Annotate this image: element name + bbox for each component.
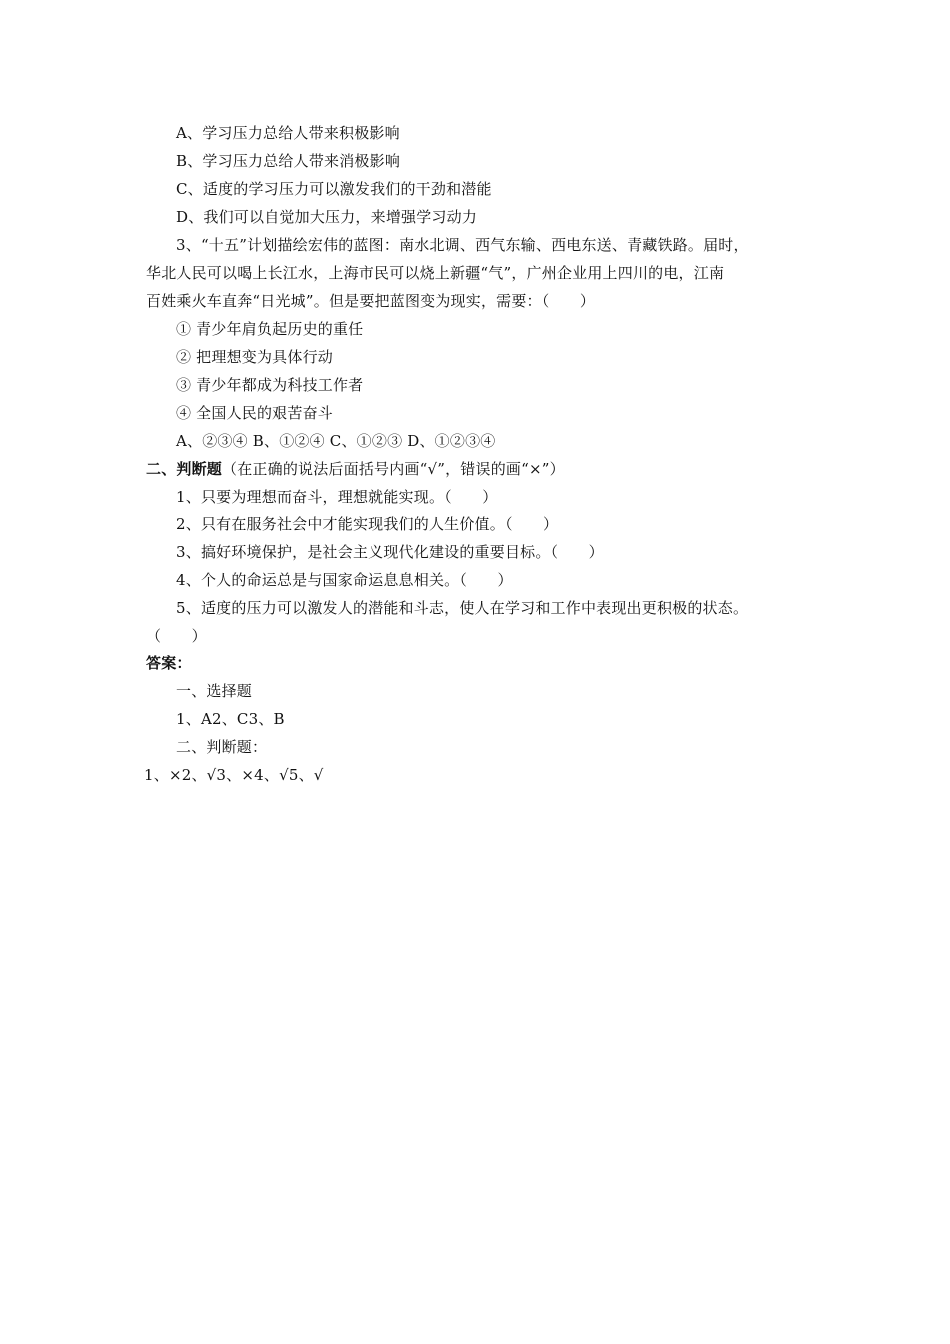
- judge-item-3: 3、搞好环境保护，是社会主义现代化建设的重要目标。（ ）: [176, 543, 604, 561]
- section2-title: [146, 459, 565, 479]
- judge-item-5: 5、适度的压力可以激发人的潜能和斗志，使人在学习和工作中表现出更积极的状态。: [176, 599, 749, 617]
- q2-option-a: A、学习压力总给人带来积极影响: [176, 124, 400, 142]
- answers-section1-label: 一、选择题: [176, 682, 253, 700]
- judge-item-1: 1、只要为理想而奋斗，理想就能实现。（ ）: [176, 488, 498, 506]
- section2-heading: 二、判断题: [146, 460, 223, 478]
- judge-item-5-bracket: （ ）: [146, 627, 207, 645]
- q3-item-3: ③ 青少年都成为科技工作者: [176, 376, 364, 394]
- q3-item-2: ② 把理想变为具体行动: [176, 348, 333, 366]
- judge-item-2: 2、只有在服务社会中才能实现我们的人生价值。（ ）: [176, 515, 559, 533]
- q3-item-1: ① 青少年肩负起历史的重任: [176, 320, 364, 338]
- q3-stem-line3: 百姓乘火车直奔“日光城”。但是要把蓝图变为现实，需要：（ ）: [146, 292, 596, 310]
- answers-section2-values: 1、×2、√3、×4、√5、√: [144, 766, 324, 784]
- section2-instruction: （在正确的说法后面括号内画“√”，错误的画“×”）: [222, 460, 565, 478]
- q3-choices: A、②③④ B、①②④ C、①②③ D、①②③④: [176, 432, 496, 450]
- q2-option-c: C、适度的学习压力可以激发我们的干劲和潜能: [176, 180, 492, 198]
- judge-item-4: 4、个人的命运总是与国家命运息息相关。（ ）: [176, 571, 513, 589]
- q2-option-d: D、我们可以自觉加大压力，来增强学习动力: [176, 208, 478, 226]
- q3-stem-line2: 华北人民可以喝上长江水，上海市民可以烧上新疆“气”，广州企业用上四川的电，江南: [146, 264, 725, 282]
- answers-section1-values: 1、A2、C3、B: [176, 710, 285, 728]
- q3-item-4: ④ 全国人民的艰苦奋斗: [176, 404, 333, 422]
- q3-stem-line1: 3、“十五”计划描绘宏伟的蓝图：南水北调、西气东输、西电东送、青藏铁路。届时，: [176, 236, 749, 254]
- answers-section2-label: 二、判断题：: [176, 738, 268, 756]
- q2-option-b: B、学习压力总给人带来消极影响: [176, 152, 401, 170]
- answers-heading: 答案：: [146, 654, 192, 672]
